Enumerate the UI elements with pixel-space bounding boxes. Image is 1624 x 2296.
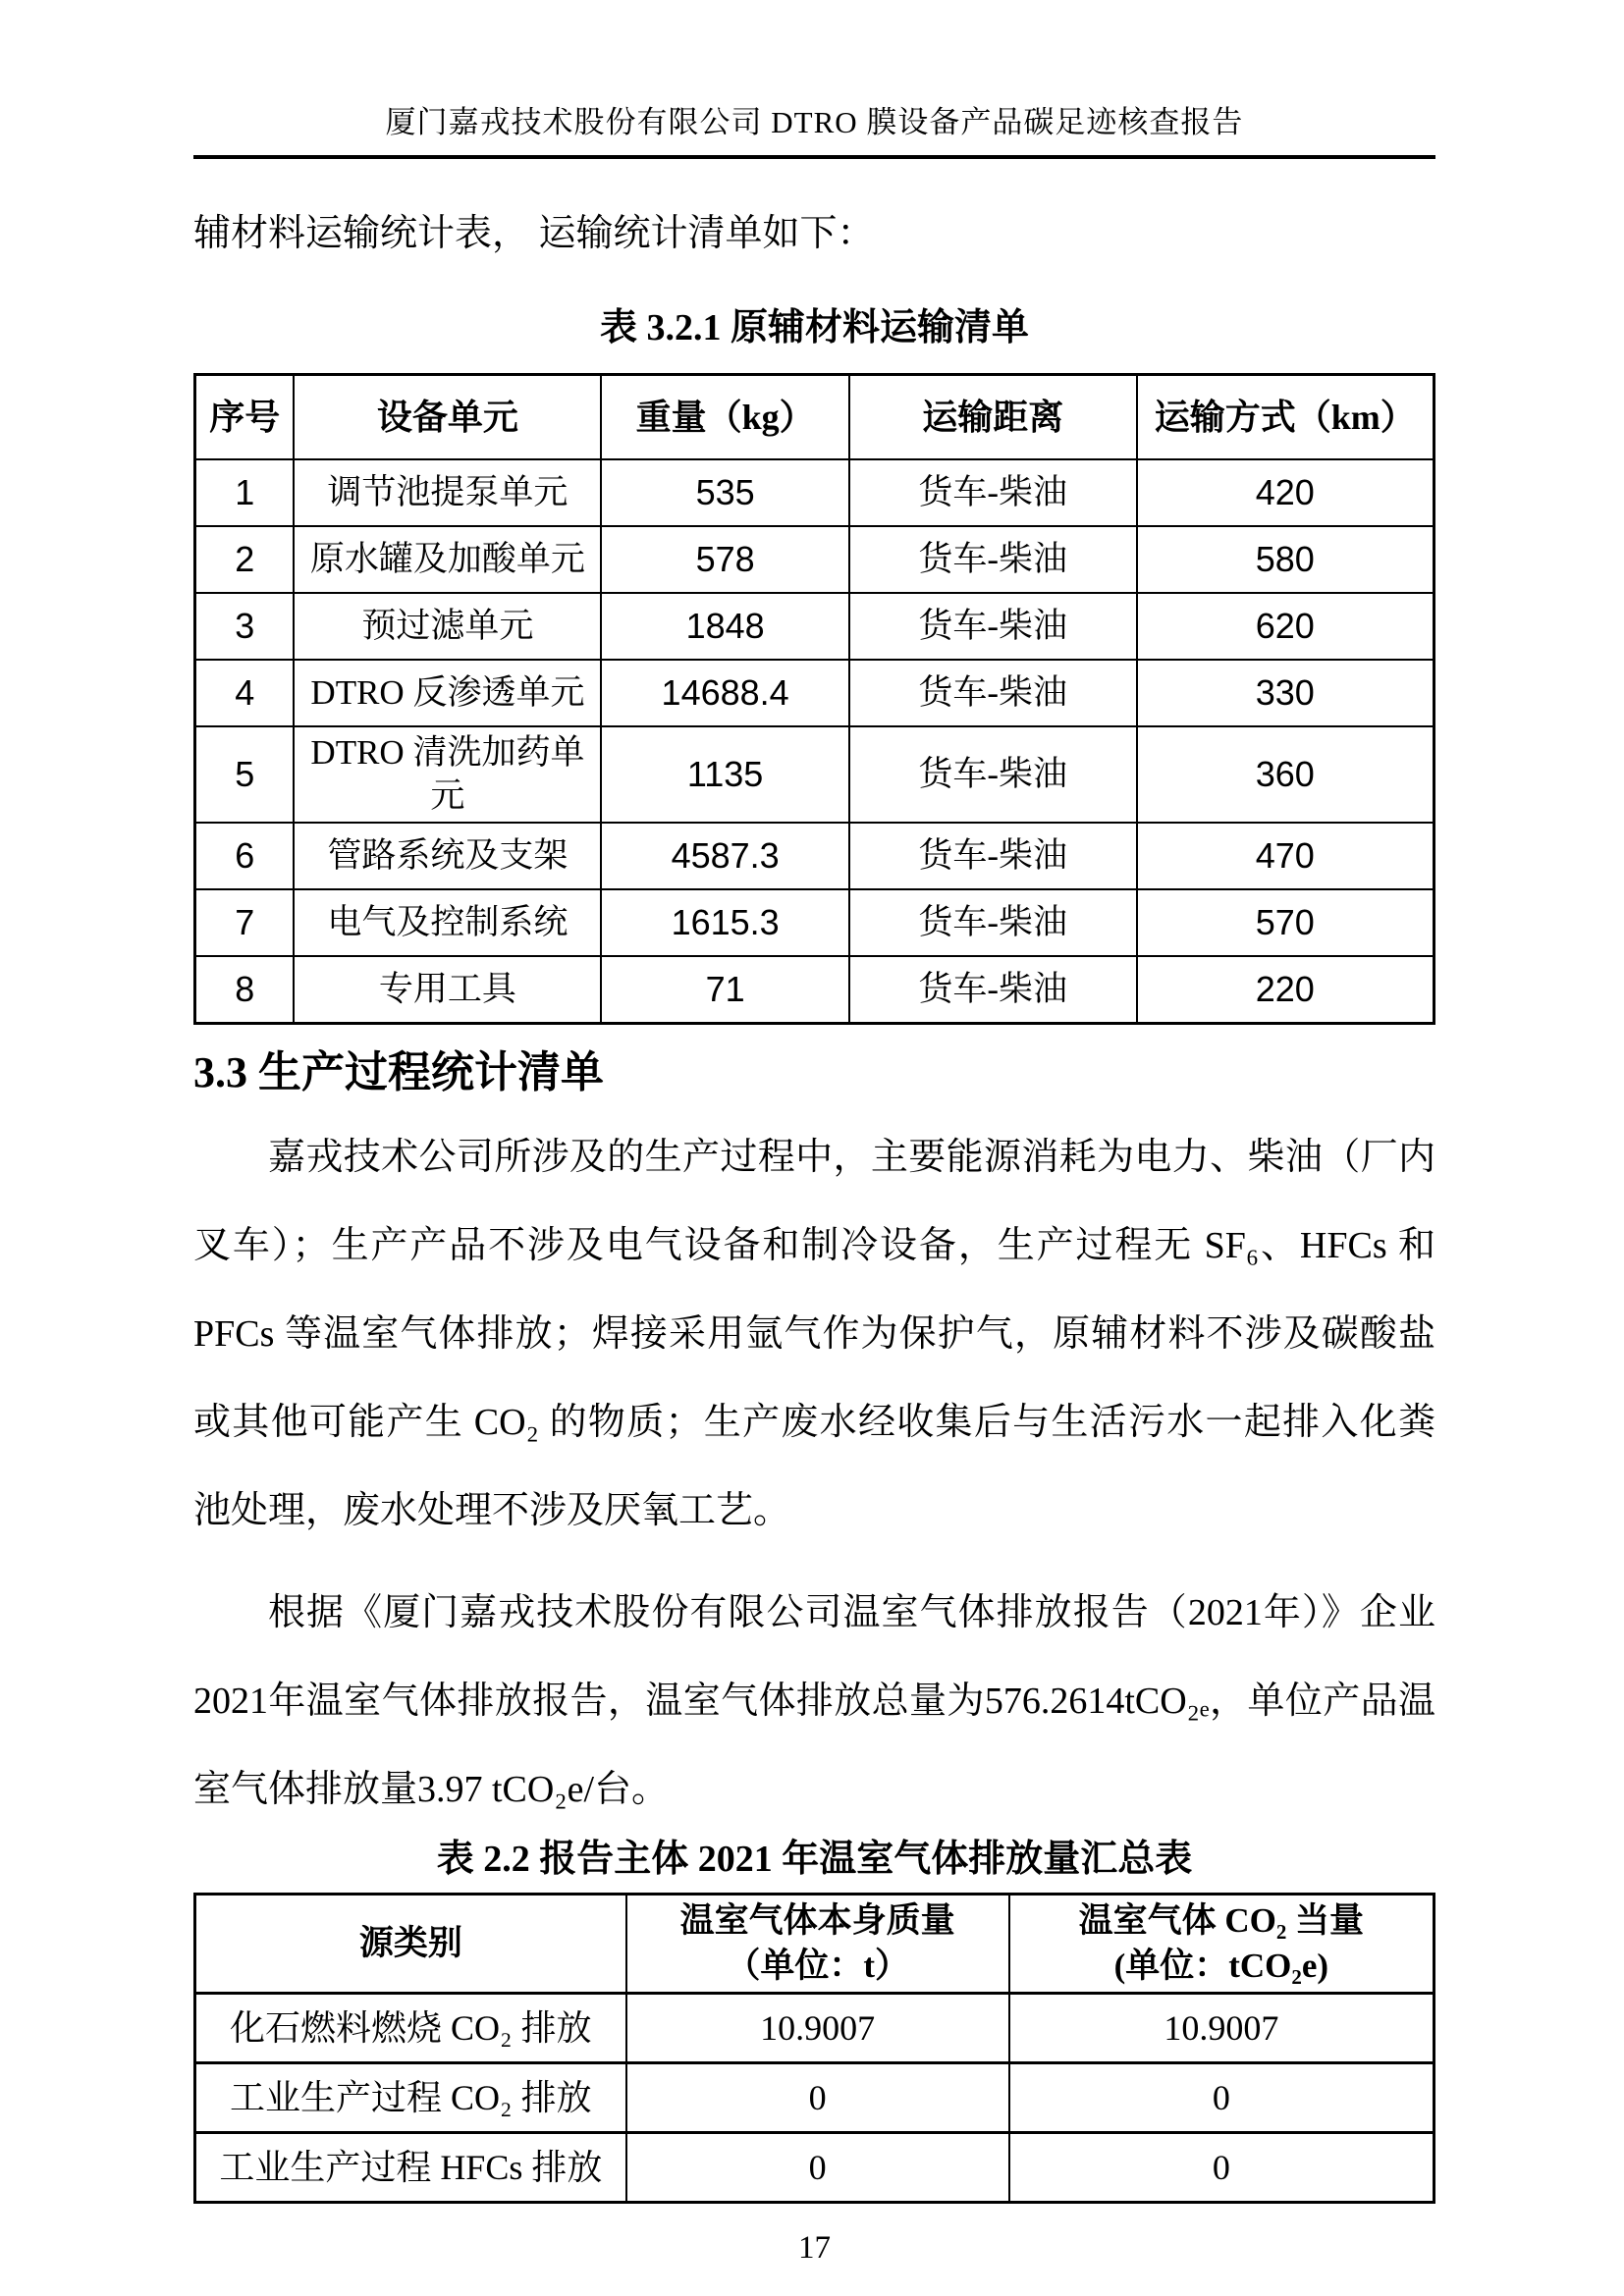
table1-header-unit: 设备单元 — [294, 375, 601, 460]
cell-weight: 14688.4 — [601, 660, 848, 726]
intro-paragraph: 辅材料运输统计表， 运输统计清单如下： — [193, 213, 875, 254]
cell-unit: DTRO 清洗加药单元 — [294, 726, 601, 823]
cell-weight: 578 — [601, 526, 848, 593]
cell-co2e: 10.9007 — [1009, 1994, 1435, 2063]
paragraph-line: 嘉戎技术公司所涉及的生产过程中，主要能源消耗为电力、柴油（厂内 — [268, 1137, 1435, 1178]
table1-header-row — [195, 375, 1435, 460]
cell-distance: 620 — [1137, 593, 1435, 660]
section-heading-3-3: 3.3 生产过程统计清单 — [193, 1048, 604, 1096]
table-row — [195, 660, 1435, 726]
table-row — [195, 526, 1435, 593]
cell-weight: 1848 — [601, 593, 848, 660]
paragraph-line: 或其他可能产生 CO₂ 的物质；生产废水经收集后与生活污水一起排入化粪 — [193, 1402, 1435, 1443]
cell-distance: 360 — [1137, 726, 1435, 823]
cell-index: 4 — [195, 660, 295, 726]
page-number: 17 — [798, 2230, 831, 2266]
table1-title: 表 3.2.1 原辅材料运输清单 — [599, 307, 1029, 348]
cell-mass: 0 — [626, 2133, 1009, 2203]
cell-transport: 货车-柴油 — [849, 726, 1137, 823]
table-row — [195, 593, 1435, 660]
table2-header-co2e-line1: 温室气体 CO₂ 当量 — [1078, 1901, 1365, 1940]
cell-weight: 4587.3 — [601, 823, 848, 889]
paragraph-ghg-report — [193, 1569, 1435, 1834]
cell-distance: 580 — [1137, 526, 1435, 593]
cell-transport: 货车-柴油 — [849, 823, 1137, 889]
cell-unit: DTRO 反渗透单元 — [294, 660, 601, 726]
table2-ghg-summary — [193, 1893, 1435, 2204]
cell-index: 3 — [195, 593, 295, 660]
cell-transport: 货车-柴油 — [849, 956, 1137, 1024]
table2-header-co2e — [1009, 1895, 1435, 1994]
table-row — [195, 1994, 1435, 2063]
cell-co2e: 0 — [1009, 2133, 1435, 2203]
table-row — [195, 726, 1435, 823]
page-header — [193, 0, 1435, 159]
cell-source: 工业生产过程 CO₂ 排放 — [195, 2063, 626, 2133]
table2-header-mass-line1: 温室气体本身质量 — [679, 1901, 955, 1940]
cell-transport: 货车-柴油 — [849, 459, 1137, 526]
table1-header-index: 序号 — [195, 375, 295, 460]
cell-unit: 管路系统及支架 — [294, 823, 601, 889]
table-row — [195, 889, 1435, 956]
table2-header-source: 源类别 — [195, 1895, 626, 1994]
paragraph-production-process — [193, 1113, 1435, 1555]
cell-index: 1 — [195, 459, 295, 526]
paragraph-line: 根据《厦门嘉戎技术股份有限公司温室气体排放报告（2021年）》企业 — [268, 1592, 1435, 1633]
paragraph-line: 叉车）；生产产品不涉及电气设备和制冷设备，生产过程无 SF₆、HFCs 和 — [193, 1225, 1435, 1266]
table-row — [195, 459, 1435, 526]
cell-index: 6 — [195, 823, 295, 889]
paragraph-line: 2021年温室气体排放报告，温室气体排放总量为576.2614tCO₂ₑ，单位产品温 — [193, 1681, 1435, 1722]
cell-unit: 专用工具 — [294, 956, 601, 1024]
table2-title: 表 2.2 报告主体 2021 年温室气体排放量汇总表 — [436, 1839, 1193, 1880]
cell-mass: 0 — [626, 2063, 1009, 2133]
paragraph-line: PFCs 等温室气体排放；焊接采用氩气作为保护气，原辅材料不涉及碳酸盐 — [193, 1313, 1435, 1355]
cell-source: 工业生产过程 HFCs 排放 — [195, 2133, 626, 2203]
table-row — [195, 2063, 1435, 2133]
cell-transport: 货车-柴油 — [849, 660, 1137, 726]
cell-index: 2 — [195, 526, 295, 593]
table2-header-mass-line2: （单位：t） — [726, 1947, 909, 1985]
cell-unit: 预过滤单元 — [294, 593, 601, 660]
cell-source: 化石燃料燃烧 CO₂ 排放 — [195, 1994, 626, 2063]
cell-weight: 1615.3 — [601, 889, 848, 956]
cell-transport: 货车-柴油 — [849, 889, 1137, 956]
cell-unit: 调节池提泵单元 — [294, 459, 601, 526]
cell-distance: 420 — [1137, 459, 1435, 526]
table1-materials-transport — [193, 373, 1435, 1025]
cell-distance: 220 — [1137, 956, 1435, 1024]
cell-transport: 货车-柴油 — [849, 593, 1137, 660]
cell-distance: 570 — [1137, 889, 1435, 956]
table2-header-row — [195, 1895, 1435, 1994]
cell-index: 7 — [195, 889, 295, 956]
cell-distance: 470 — [1137, 823, 1435, 889]
cell-index: 5 — [195, 726, 295, 823]
table2-header-mass — [626, 1895, 1009, 1994]
table1-header-weight: 重量（kg） — [601, 375, 848, 460]
table1-header-mode: 运输方式（km） — [1137, 375, 1435, 460]
table-row — [195, 823, 1435, 889]
cell-transport: 货车-柴油 — [849, 526, 1137, 593]
cell-index: 8 — [195, 956, 295, 1024]
page-header-title: 厦门嘉戎技术股份有限公司 DTRO 膜设备产品碳足迹核查报告 — [385, 105, 1244, 139]
cell-unit: 电气及控制系统 — [294, 889, 601, 956]
table1-header-distance: 运输距离 — [849, 375, 1137, 460]
cell-distance: 330 — [1137, 660, 1435, 726]
cell-co2e: 0 — [1009, 2063, 1435, 2133]
paragraph-line: 池处理，废水处理不涉及厌氧工艺。 — [193, 1490, 791, 1531]
table-row — [195, 956, 1435, 1024]
cell-weight: 71 — [601, 956, 848, 1024]
cell-mass: 10.9007 — [626, 1994, 1009, 2063]
cell-unit: 原水罐及加酸单元 — [294, 526, 601, 593]
table2-header-co2e-line2: (单位：tCO₂e) — [1113, 1947, 1329, 1985]
table-row — [195, 2133, 1435, 2203]
paragraph-line: 室气体排放量3.97 tCO₂e/台。 — [193, 1769, 670, 1810]
cell-weight: 1135 — [601, 726, 848, 823]
cell-weight: 535 — [601, 459, 848, 526]
